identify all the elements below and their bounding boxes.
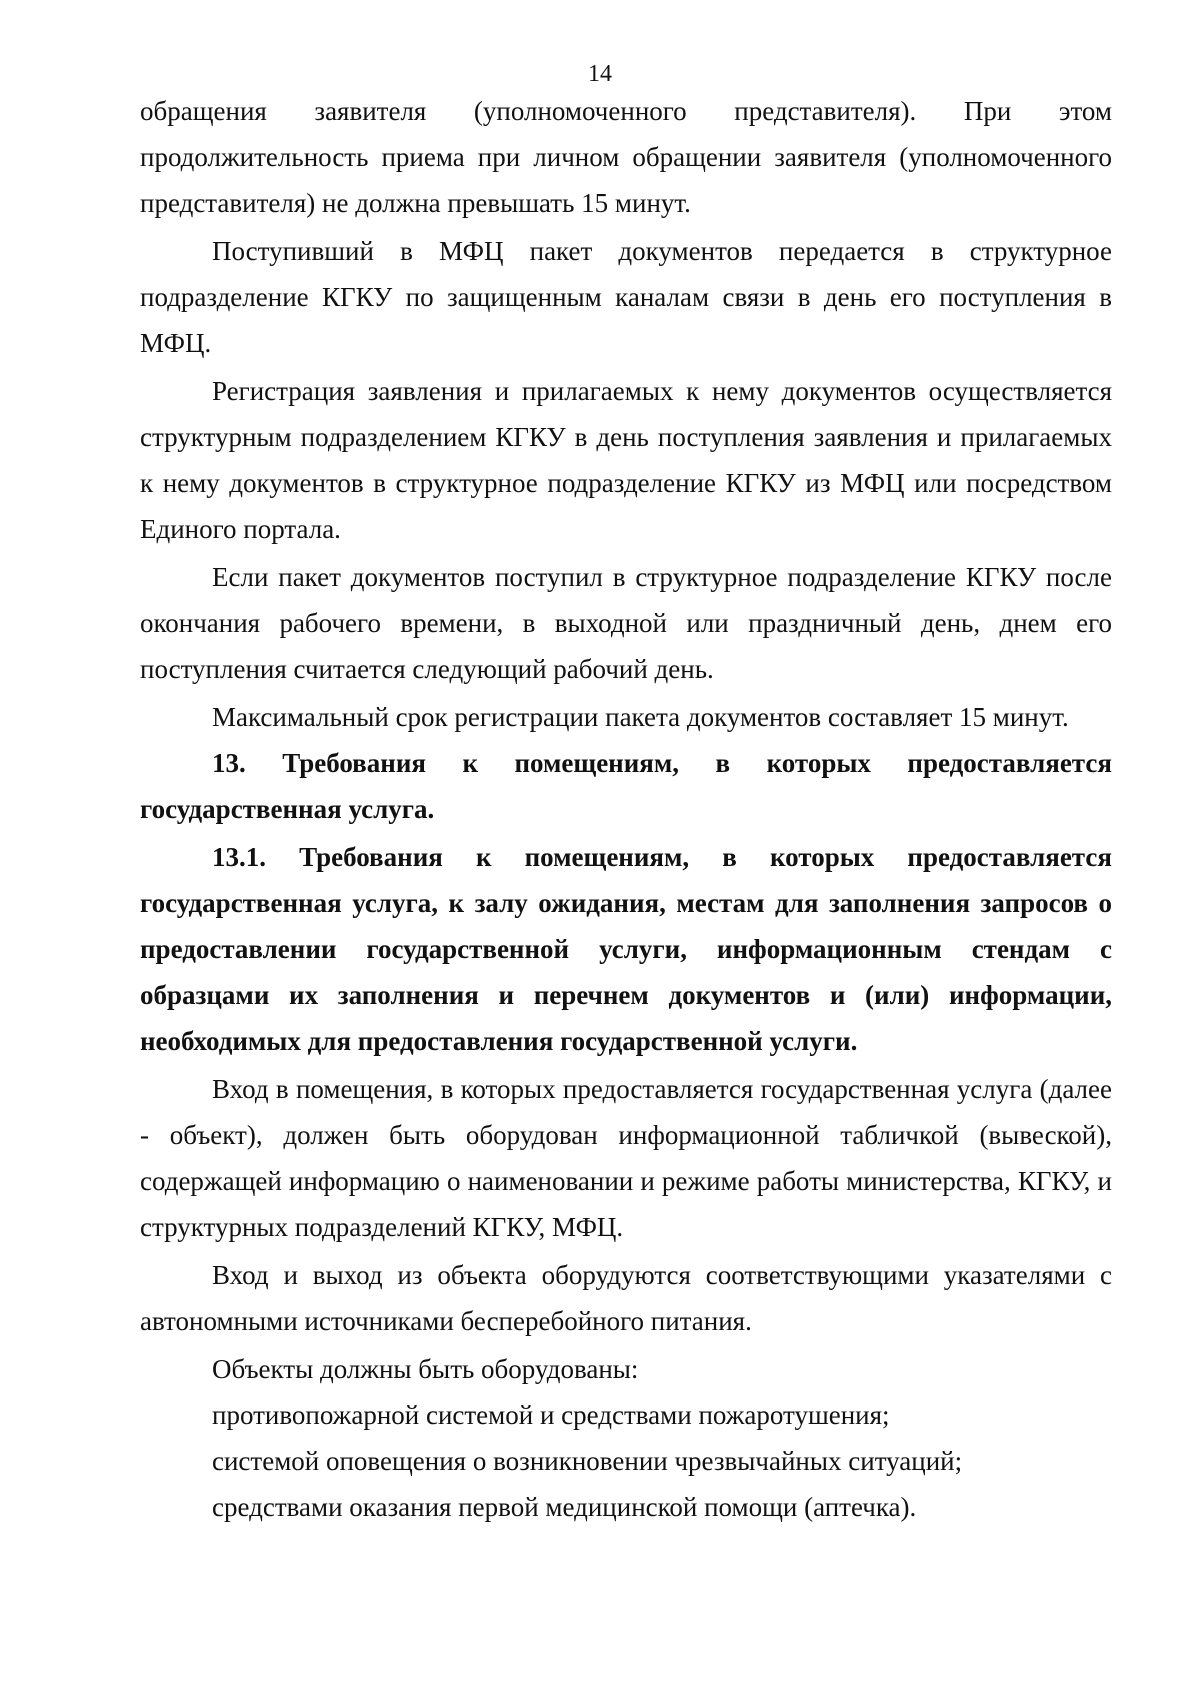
document-body	[140, 88, 1112, 1530]
paragraph-mfc-transfer: Поступивший в МФЦ пакет документов передается в структурное подразделение КГКУ по защищенным каналам связи в день его поступления в МФЦ.	[140, 236, 1112, 358]
paragraph-entrance-exit-signs: Вход и выход из объекта оборудуются соответствующими указателями с автономными источниками бесперебойного питания.	[140, 1260, 1112, 1336]
list-item-first-aid: средствами оказания первой медицинской помощи (аптечка).	[212, 1492, 917, 1522]
paragraph-continuation: обращения заявителя (уполномоченного представителя). При этом продолжительность приема при личном обращении заявителя (уполномоченного представителя) не должна превышать 15 минут.	[140, 96, 1112, 218]
paragraph-after-hours: Если пакет документов поступил в структурное подразделение КГКУ после окончания рабочего времени, в выходной или праздничный день, днем его поступления считается следующий рабочий день.	[140, 562, 1112, 684]
paragraph-entrance-sign: Вход в помещения, в которых предоставляется государственная услуга (далее - объект), должен быть оборудован информационной табличкой (вывеской), содержащей информацию о наименовании и режиме работы министерства, КГКУ, и структурных подразделений КГКУ, МФЦ.	[140, 1074, 1112, 1242]
paragraph-max-registration-time: Максимальный срок регистрации пакета документов составляет 15 минут.	[212, 702, 1069, 732]
page-number: 14	[588, 61, 612, 87]
list-item-emergency-alert: системой оповещения о возникновении чрезвычайных ситуаций;	[212, 1446, 963, 1476]
section-heading-13: 13. Требования к помещениям, в которых предоставляется государственная услуга.	[140, 748, 1112, 824]
list-item-fire-system: противопожарной системой и средствами пожаротушения;	[212, 1400, 890, 1430]
section-heading-13-1: 13.1. Требования к помещениям, в которых предоставляется государственная услуга, к залу ожидания, местам для заполнения запросов о предоставлении государственной услуги, информационным стендам с образцами их заполнения и перечнем документов и (или) информации, необходимых для предоставления государственной услуги.	[140, 842, 1112, 1056]
paragraph-registration: Регистрация заявления и прилагаемых к нему документов осуществляется структурным подразделением КГКУ в день поступления заявления и прилагаемых к нему документов в структурное подразделение КГКУ из МФЦ или посредством Единого портала.	[140, 376, 1112, 544]
paragraph-equipment-intro: Объекты должны быть оборудованы:	[212, 1354, 639, 1384]
